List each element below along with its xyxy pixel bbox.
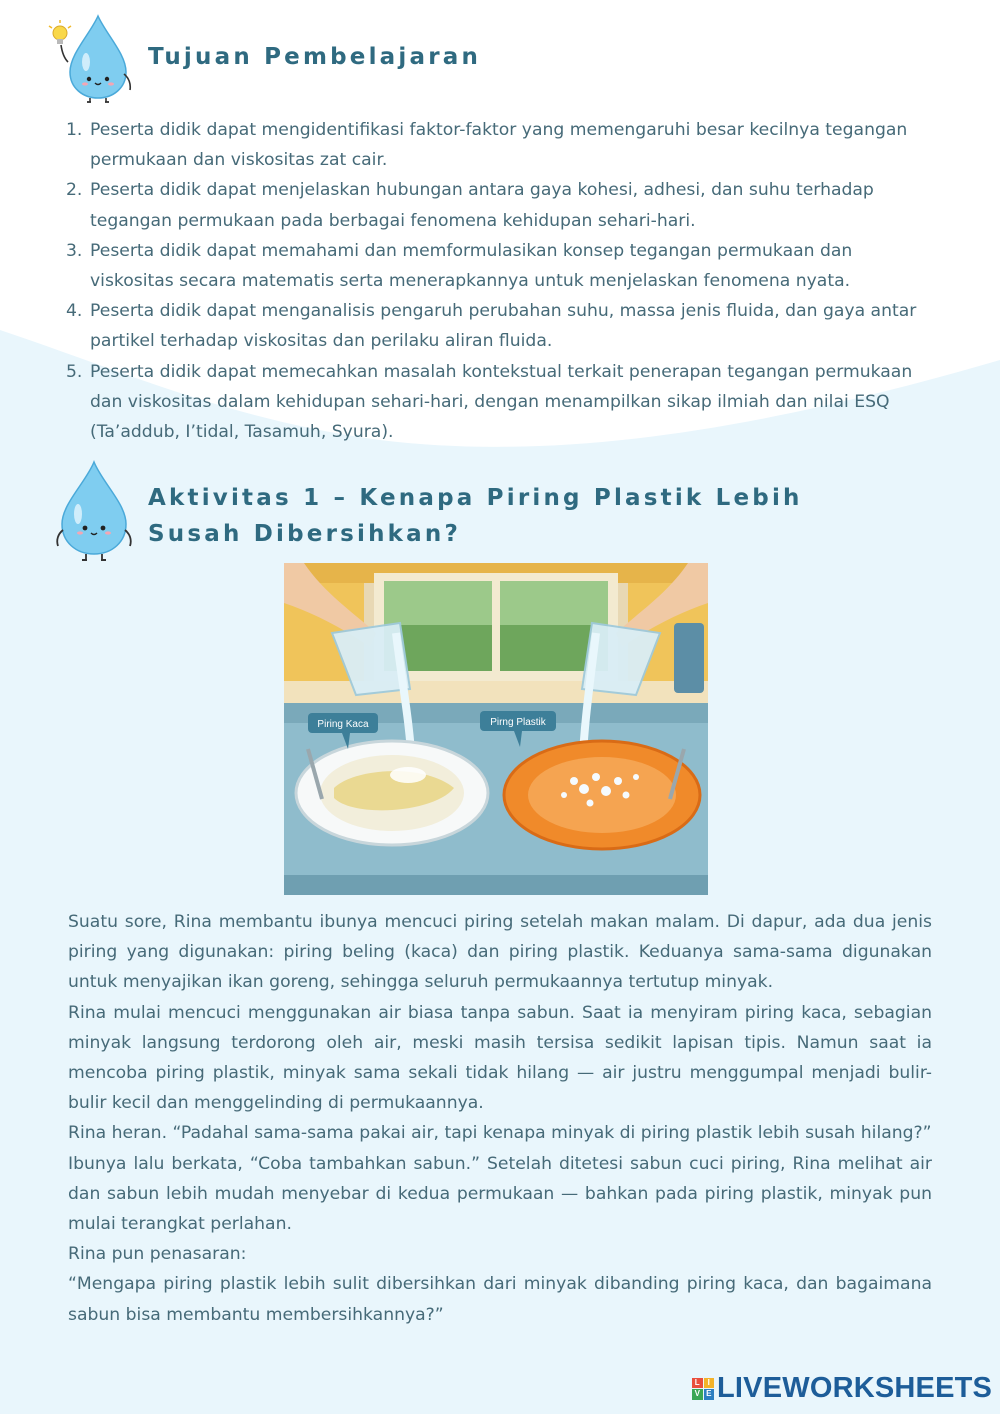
section-title-tujuan: Tujuan Pembelajaran (148, 44, 482, 70)
list-item: 2. Peserta didik dapat menjelaskan hubungan antara gaya kohesi, adhesi, dan suhu terhadap tegangan permukaan pada berbagai fenomena kehidupan sehari-hari. (66, 180, 874, 231)
learning-goals-list (66, 115, 936, 447)
list-item: 5. Peserta didik dapat memecahkan masalah kontekstual terkait penerapan tegangan permukaan dan viskositas dalam kehidupan sehari-hari, dengan menampilkan sikap ilmiah dan nilai ESQ (Ta’addub, I’tidal, Tasamuh, Syura). (66, 361, 913, 443)
svg-text:Pirng Plastik: Pirng Plastik (490, 717, 546, 728)
liveworksheets-logo[interactable] (692, 1372, 992, 1405)
list-item: 3. Peserta didik dapat memahami dan memformulasikan konsep tegangan permukaan dan viskositas secara matematis serta menerapkannya untuk menjelaskan fenomena nyata. (66, 240, 853, 292)
water-drop-mascot-icon (52, 460, 136, 566)
story-paragraph: Rina pun penasaran: (68, 1244, 247, 1265)
story-paragraph: Suatu sore, Rina membantu ibunya mencuci piring setelah makan malam. Di dapur, ada dua jenis piring yang digunakan: piring beling (kaca) dan piring plastik. Keduanya sama-sama digunakan untuk menyajikan ikan goreng, sehingga seluruh permukaannya tertutup minyak. (68, 912, 932, 993)
dishwashing-illustration (284, 563, 708, 895)
story-paragraph: “Mengapa piring plastik lebih sulit dibersihkan dari minyak dibanding piring kaca, dan bagaimana sabun bisa membantu membersihkannya?” (68, 1274, 932, 1325)
list-item: 1. Peserta didik dapat mengidentifikasi faktor-faktor yang memengaruhi besar kecilnya tegangan permukaan dan viskositas zat cair. (66, 120, 908, 171)
story-paragraph: Rina mulai mencuci menggunakan air biasa tanpa sabun. Saat ia menyiram piring kaca, sebagian minyak langsung terdorong oleh air, meski masih tersisa sedikit lapisan tipis. Namun saat ia mencoba piring plastik, minyak sama sekali tidak hilang — air justru menggumpal menjadi bulir-bulir kecil dan menggelinding di permukaannya. (68, 1002, 932, 1114)
story-paragraph: Rina heran. “Padahal sama-sama pakai air, tapi kenapa minyak di piring plastik lebih susah hilang?” (68, 1123, 932, 1144)
logo-text: LIVEWORKSHEETS (717, 1372, 993, 1404)
story-text (68, 907, 932, 1330)
section-title-aktivitas: Aktivitas 1 – Kenapa Piring Plastik Lebih Susah Dibersihkan? (148, 485, 803, 547)
list-item: 4. Peserta didik dapat menganalisis pengaruh perubahan suhu, massa jenis fluida, dan gaya antar partikel terhadap viskositas dan perilaku aliran fluida. (66, 301, 917, 352)
logo-mark-icon: L I V E (692, 1378, 714, 1400)
water-drop-mascot-bulb-icon (44, 12, 136, 104)
svg-text:Piring Kaca: Piring Kaca (317, 719, 369, 730)
story-paragraph: Ibunya lalu berkata, “Coba tambahkan sabun.” Setelah ditetesi sabun cuci piring, Rina melihat air dan sabun lebih mudah menyebar di kedua permukaan — bahkan pada piring plastik, minyak pun mulai terangkat perlahan. (68, 1153, 932, 1235)
